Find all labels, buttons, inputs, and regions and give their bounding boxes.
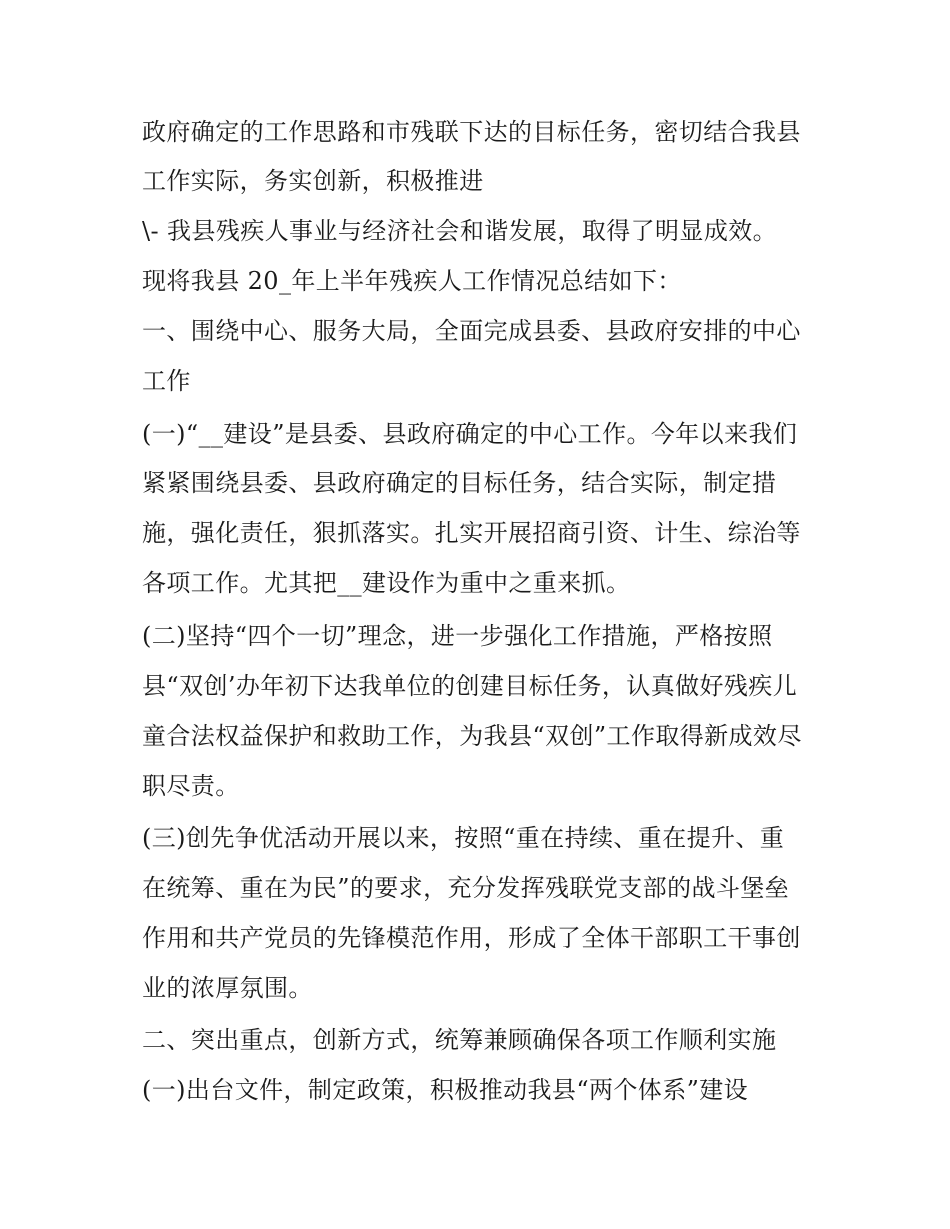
text-line: (一)出台文件，制定政策，积极推动我县“两个体系”建设 bbox=[142, 1076, 749, 1104]
text-line: 政府确定的工作思路和市残联下达的目标任务，密切结合我县 bbox=[142, 118, 801, 146]
text-line: \- 我县残疾人事业与经济社会和谐发展，取得了明显成效。 bbox=[142, 217, 778, 245]
text-line: (三)创先争优活动开展以来，按照“重在持续、重在提升、重 bbox=[142, 824, 785, 852]
text-line: 童合法权益保护和救助工作，为我县“双创”工作取得新成效尽 bbox=[142, 722, 802, 750]
text-line: 工作实际，务实创新，积极推进 bbox=[142, 167, 484, 195]
text-line: 现将我县 20_年上半年残疾人工作情况总结如下： bbox=[142, 267, 682, 295]
text-line: 紧紧围绕县委、县政府确定的目标任务，结合实际，制定措 bbox=[142, 469, 777, 497]
text-line: 作用和共产党员的先锋模范作用，形成了全体干部职工干事创 bbox=[142, 924, 801, 952]
section-heading: 工作 bbox=[142, 367, 191, 395]
text-line: 县“双创’办年初下达我单位的创建目标任务，认真做好残疾儿 bbox=[142, 672, 798, 700]
text-line: (二)坚持“四个一切”理念，进一步强化工作措施，严格按照 bbox=[142, 622, 773, 650]
section-heading: 二、突出重点，创新方式，统筹兼顾确保各项工作顺利实施 bbox=[142, 1026, 777, 1054]
text-line: 施，强化责任，狠抓落实。扎实开展招商引资、计生、综治等 bbox=[142, 519, 801, 547]
text-line: 在统筹、重在为民”的要求，充分发挥残联党支部的战斗堡垒 bbox=[142, 874, 790, 902]
text-line: 业的浓厚氛围。 bbox=[142, 974, 313, 1002]
text-line: 各项工作。尤其把__建设作为重中之重来抓。 bbox=[142, 569, 631, 597]
text-line: (一)“__建设”是县委、县政府确定的中心工作。今年以来我们 bbox=[142, 420, 798, 448]
section-heading: 一、围绕中心、服务大局，全面完成县委、县政府安排的中心 bbox=[142, 317, 801, 345]
text-line: 职尽责。 bbox=[142, 772, 240, 800]
